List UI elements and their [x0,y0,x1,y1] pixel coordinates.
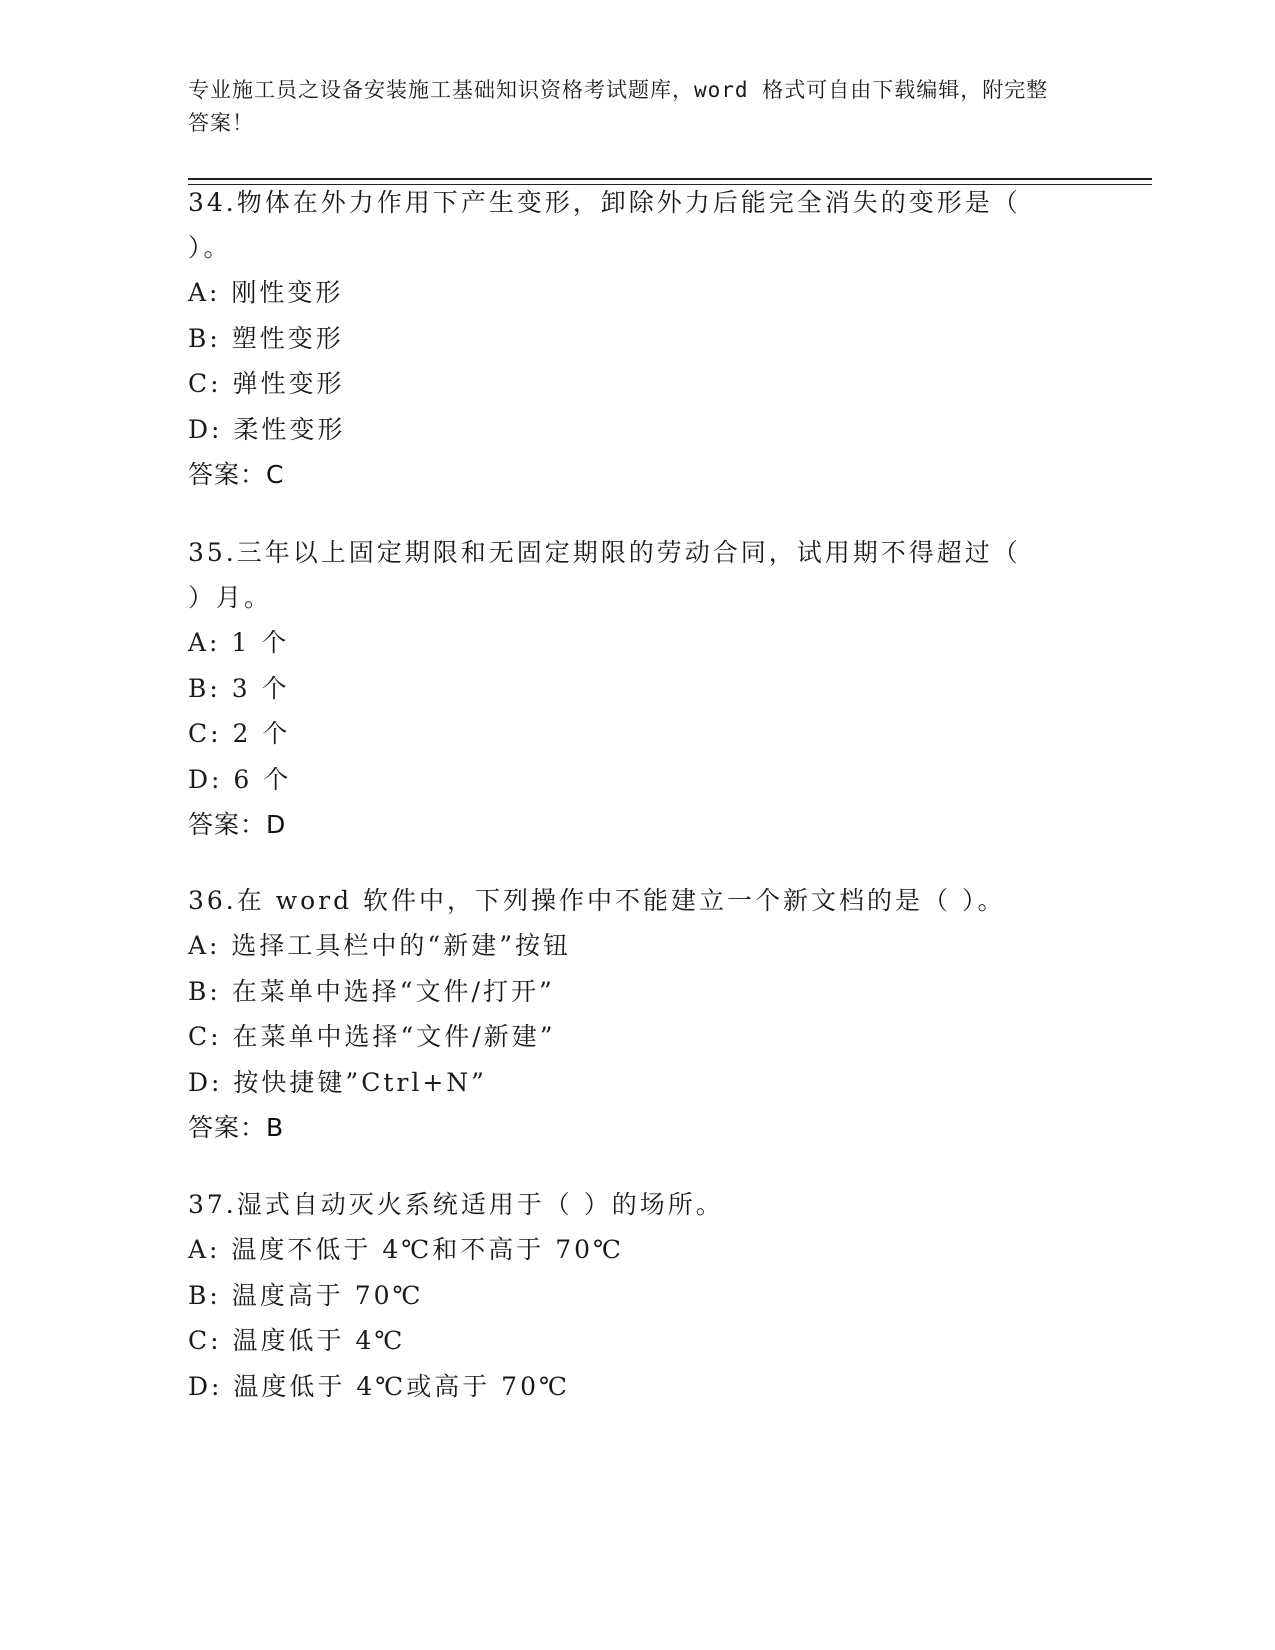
answer-line: 答案：C [188,460,285,489]
answer-line: 答案：B [188,1113,285,1142]
question-stem: 35.三年以上固定期限和无固定期限的劳动合同，试用期不得超过（ ）月。 [188,538,1021,612]
question-34 [188,180,1068,497]
option-b: B: 塑性变形 [188,323,344,353]
option-a: A: 1 个 [188,628,290,657]
question-stem: 37.湿式自动灭火系统适用于（ ）的场所。 [188,1190,724,1219]
option-a: A: 选择工具栏中的“新建”按钮 [188,931,571,960]
answer-line: 答案：D [188,810,287,839]
option-c: C: 弹性变形 [188,369,345,398]
question-37 [188,1182,1068,1409]
option-a: A: 刚性变形 [188,278,344,307]
option-c: C: 在菜单中选择“文件/新建” [188,1022,556,1051]
option-c: C: 温度低于 4℃ [188,1326,406,1355]
option-d: D: 温度低于 4℃或高于 70℃ [188,1371,570,1401]
option-b: B: 温度高于 70℃ [188,1280,424,1310]
option-d: D: 柔性变形 [188,414,346,444]
document-header: 专业施工员之设备安装施工基础知识资格考试题库，word 格式可自由下载编辑，附完整答案！ [188,78,1049,135]
option-c: C: 2 个 [188,719,291,748]
option-b: B: 3 个 [188,673,290,703]
option-a: A: 温度不低于 4℃和不高于 70℃ [188,1235,624,1264]
option-d: D: 按快捷键”Ctrl+N” [188,1067,487,1097]
question-stem: 36.在 word 软件中，下列操作中不能建立一个新文档的是（ ）。 [188,886,1006,915]
option-d: D: 6 个 [188,764,292,794]
question-35 [188,530,1068,847]
question-stem: 34.物体在外力作用下产生变形，卸除外力后能完全消失的变形是（ ）。 [188,188,1021,262]
question-36 [188,878,1068,1150]
option-b: B: 在菜单中选择“文件/打开” [188,976,555,1006]
